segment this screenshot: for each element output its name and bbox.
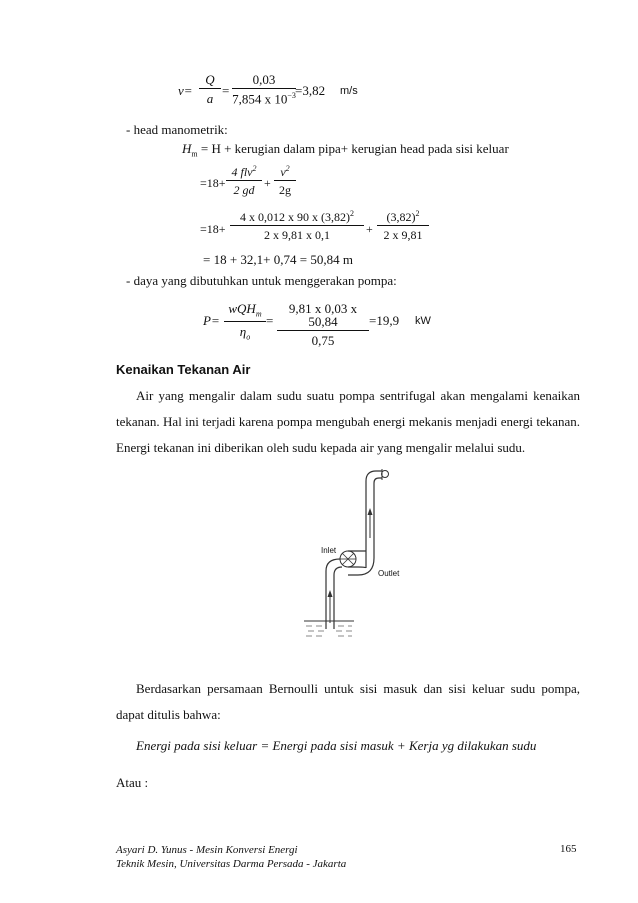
eq-head2-frac1-den: 2 x 9,81 x 0,1 [264,228,330,242]
eq-velocity-frac-value [232,73,296,105]
head-definition-rest: = H + kerugian dalam pipa+ kerugian head pada sisi keluar [197,141,509,156]
eq-velocity-frac1-den: a [206,91,214,106]
eq-velocity-frac-q-a [199,73,221,105]
eq-velocity-result: =3,82 [295,83,326,98]
eq-power-frac2-den: 0,75 [311,333,335,348]
eq-head1-frac1-den: 2 gd [233,183,255,197]
eq-head1-frac2-den: 2g [279,183,291,197]
head-definition-h: H [182,141,192,156]
page-number: 165 [560,843,577,855]
inlet-label: Inlet [321,546,337,555]
suction-pipe-right-wall [334,567,342,629]
flow-arrow-suction-up-icon [328,590,333,597]
pump-diagram-figure [296,463,416,645]
atau-label: Atau : [116,775,149,790]
eq-power-unit: kW [415,315,431,327]
eq-power-frac2 [277,302,369,347]
suction-pipe-left-wall [326,559,340,629]
water-hatch [306,626,352,636]
eq-head1-frac1-num: 4 flv [231,165,253,179]
pump-diagram [296,463,416,645]
footer-institution: Teknik Mesin, Universitas Darma Persada - Jakarta [116,858,347,870]
eq-power-frac1 [224,302,266,341]
eq-head-result: = 18 + 32,1+ 0,74 = 50,84 m [203,252,353,267]
head-manometrik-label: - head manometrik: [126,122,228,137]
energy-equation: Energi pada sisi keluar = Energi pada sisi masuk + Kerja yg dilakukan sudu [136,738,537,753]
eq-power-frac1-den: η [239,323,247,339]
pump-casing-bottom [348,567,366,568]
footer-author: Asyari D. Yunus - Mesin Konversi Energi [116,844,298,856]
eq-velocity-equals: = [222,83,230,98]
eq-velocity-frac1-num: Q [199,73,221,89]
paragraph-bernoulli: Berdasarkan persamaan Bernoulli untuk sisi masuk dan sisi keluar sudu pompa, dapat ditulis bahwa: [116,681,580,722]
eq-head2-plus: + [366,222,373,236]
eq-head1-frac1 [226,165,262,196]
eq-power-frac2-num: 9,81 x 0,03 x 50,84 [277,302,369,331]
eq-head2-frac2 [377,210,429,241]
eq-head1-frac2-exp: 2 [285,164,290,173]
head-definition [182,141,509,159]
eq-head2-frac2-den: 2 x 9,81 [383,228,423,242]
eq-head2-frac1-num: 4 x 0,012 x 90 x (3,82) [240,210,350,224]
eq-head1-frac2-num: v [280,165,286,179]
eq-head1-prefix: =18+ [200,176,226,190]
eq-power-frac1-den-sub: o [246,332,251,342]
eq-velocity-unit: m/s [340,85,358,97]
paragraph-pressure-rise: Air yang mengalir dalam sudu suatu pompa sentrifugal akan mengalami kenaikan tekanan. Hal ini terjadi karena pompa mengubah energi mekanis menjadi energi tekanan. Energi tekanan ini diberikan oleh sudu kepada air yang mengalir melalui sudu. [116,388,580,455]
eq-power-lhs: P= [203,313,220,328]
outlet-label: Outlet [378,569,400,578]
eq-head2-frac1 [230,210,364,241]
eq-velocity-lhs: v= [178,83,193,98]
eq-velocity-frac2-num: 0,03 [232,73,296,89]
eq-power-equals: = [266,313,274,328]
eq-head2-frac1-exp: 2 [350,209,354,218]
power-label: - daya yang dibutuhkan untuk menggerakan pompa: [126,273,397,288]
outlet-valve-icon [382,471,389,478]
discharge-pipe-right-wall [374,478,382,558]
eq-head1-frac1-exp: 2 [252,164,257,173]
eq-power-result: =19,9 [369,313,400,328]
eq-velocity-frac2-den: 7,854 x 10 [232,91,288,107]
eq-head2-frac2-num: (3,82) [386,210,416,224]
eq-power-frac1-num: wQH [228,301,256,316]
eq-power-frac1-num-sub: m [255,309,262,319]
section-heading: Kenaikan Tekanan Air [116,362,251,377]
flow-arrow-discharge-up-icon [368,508,373,515]
eq-head2-prefix: =18+ [200,222,226,236]
eq-head1-plus: + [264,176,271,190]
eq-head1-frac2 [274,165,296,196]
eq-head2-frac2-exp: 2 [415,209,420,218]
eq-velocity-frac2-exp: −3 [287,91,296,100]
head-definition-sub: m [191,149,198,159]
